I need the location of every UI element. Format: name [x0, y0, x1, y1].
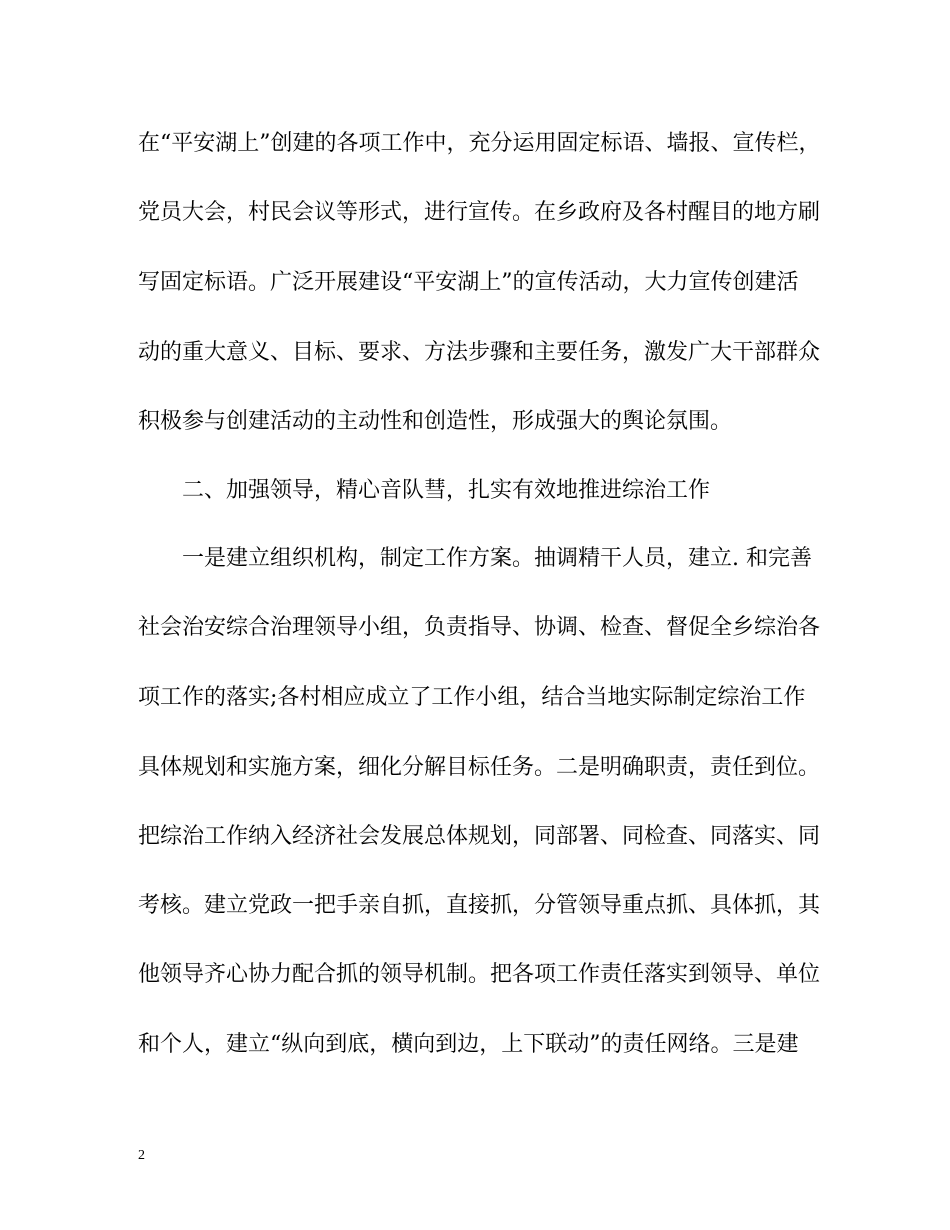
paragraph-line-8: 社会治安综合治理领导小组，负责指导、协调、检查、督促全乡综治各	[138, 615, 821, 640]
section-heading: 二、加强领导，精心音队彗，扎实有效地推进综治工作	[182, 478, 711, 503]
paragraph-line-1: 在“平安湖上”创建的各项工作中，充分运用固定标语、墙报、宣传栏，	[138, 131, 821, 156]
paragraph-line-13: 他领导齐心协力配合抓的领导机制。把各项工作责任落实到领导、单位	[138, 962, 821, 987]
page-number: 2	[138, 1148, 145, 1163]
paragraph-line-14: 和个人，建立“纵向到底，横向到边，上下联动”的责任网络。三是建	[138, 1032, 799, 1057]
paragraph-line-4: 动的重大意义、目标、要求、方法步骤和主要任务，激发广大干部群众	[138, 340, 821, 365]
paragraph-line-11: 把综治工作纳入经济社会发展总体规划，同部署、同检查、同落实、同	[138, 824, 821, 849]
paragraph-line-3: 写固定标语。广泛开展建设“平安湖上”的宣传活动，大力宣传创建活	[138, 270, 799, 295]
paragraph-line-12: 考核。建立党政一把手亲自抓，直接抓，分管领导重点抓、具体抓，其	[138, 893, 821, 918]
paragraph-line-9: 项工作的落实;各村相应成立了工作小组，结合当地实际制定综治工作	[138, 685, 806, 710]
paragraph-line-7: 一是建立组织机构，制定工作方案。抽调精干人员，建立. 和完善	[182, 546, 812, 571]
paragraph-line-5: 积极参与创建活动的主动性和创造性，形成强大的舆论氛围。	[138, 409, 733, 434]
paragraph-line-10: 具体规划和实施方案，细化分解目标任务。二是明确职责，责任到位。	[138, 755, 821, 780]
paragraph-line-2: 党员大会，村民会议等形式，进行宣传。在乡政府及各村醒目的地方刷	[138, 200, 821, 225]
